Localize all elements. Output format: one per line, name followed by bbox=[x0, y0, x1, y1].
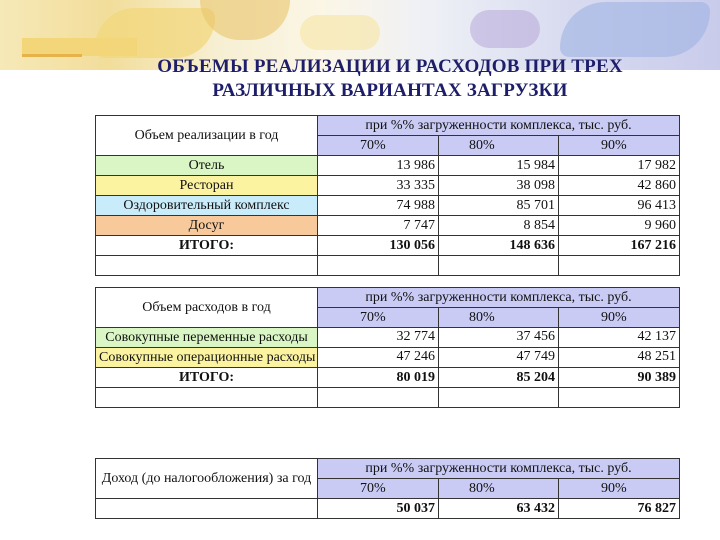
expenses-header-label: Объем расходов в год bbox=[96, 288, 318, 328]
row-label: Совокупные переменные расходы bbox=[96, 328, 318, 348]
row-label: Оздоровительный комплекс bbox=[96, 196, 318, 216]
percent-80: 80% bbox=[439, 479, 559, 499]
slide-title bbox=[90, 55, 690, 103]
expenses-table bbox=[95, 287, 680, 408]
decor-shape bbox=[200, 0, 290, 40]
cell-90: 48 251 bbox=[559, 348, 680, 368]
table-row bbox=[96, 176, 680, 196]
total-90: 167 216 bbox=[559, 236, 680, 256]
total-label: ИТОГО: bbox=[96, 236, 318, 256]
cell-80: 8 854 bbox=[439, 216, 559, 236]
table-row bbox=[96, 156, 680, 176]
decor-shape bbox=[470, 10, 540, 48]
cell-80: 37 456 bbox=[439, 328, 559, 348]
total-label: ИТОГО: bbox=[96, 368, 318, 388]
cell-80: 38 098 bbox=[439, 176, 559, 196]
cell-70: 47 246 bbox=[318, 348, 439, 368]
expenses-header-load: при %% загруженности комплекса, тыс. руб. bbox=[318, 288, 680, 308]
percent-70: 70% bbox=[318, 479, 439, 499]
income-row bbox=[96, 499, 680, 519]
cell-70: 33 335 bbox=[318, 176, 439, 196]
income-header-label: Доход (до налогообложения) за год bbox=[96, 459, 318, 499]
row-label: Ресторан bbox=[96, 176, 318, 196]
table-row bbox=[96, 216, 680, 236]
total-80: 148 636 bbox=[439, 236, 559, 256]
cell-70: 32 774 bbox=[318, 328, 439, 348]
table-row bbox=[96, 348, 680, 368]
cell-90: 96 413 bbox=[559, 196, 680, 216]
income-table bbox=[95, 458, 680, 519]
income-header-load: при %% загруженности комплекса, тыс. руб. bbox=[318, 459, 680, 479]
percent-90: 90% bbox=[559, 136, 680, 156]
total-70: 80 019 bbox=[318, 368, 439, 388]
title-line-2: РАЗЛИЧНЫХ ВАРИАНТАХ ЗАГРУЗКИ bbox=[212, 80, 568, 101]
title-line-1: ОБЪЕМЫ РЕАЛИЗАЦИИ И РАСХОДОВ ПРИ ТРЕХ bbox=[157, 56, 623, 77]
row-label: Отель bbox=[96, 156, 318, 176]
cell-90: 42 137 bbox=[559, 328, 680, 348]
cell-80: 15 984 bbox=[439, 156, 559, 176]
income-90: 76 827 bbox=[559, 499, 680, 519]
cell-90: 42 860 bbox=[559, 176, 680, 196]
percent-90: 90% bbox=[559, 308, 680, 328]
revenue-table bbox=[95, 115, 680, 276]
total-90: 90 389 bbox=[559, 368, 680, 388]
total-row bbox=[96, 236, 680, 256]
cell-90: 17 982 bbox=[559, 156, 680, 176]
cell-90: 9 960 bbox=[559, 216, 680, 236]
decor-shape bbox=[560, 2, 710, 57]
income-empty-cell bbox=[96, 499, 318, 519]
table-header-row bbox=[96, 116, 680, 136]
cell-80: 47 749 bbox=[439, 348, 559, 368]
percent-80: 80% bbox=[439, 136, 559, 156]
percent-70: 70% bbox=[318, 136, 439, 156]
total-row bbox=[96, 368, 680, 388]
revenue-header-load: при %% загруженности комплекса, тыс. руб. bbox=[318, 116, 680, 136]
row-label: Досуг bbox=[96, 216, 318, 236]
percent-70: 70% bbox=[318, 308, 439, 328]
income-70: 50 037 bbox=[318, 499, 439, 519]
table-header-row bbox=[96, 288, 680, 308]
total-80: 85 204 bbox=[439, 368, 559, 388]
cell-70: 7 747 bbox=[318, 216, 439, 236]
percent-90: 90% bbox=[559, 479, 680, 499]
income-80: 63 432 bbox=[439, 499, 559, 519]
decor-line bbox=[22, 54, 82, 57]
spacer-row bbox=[96, 388, 680, 408]
percent-80: 80% bbox=[439, 308, 559, 328]
table-row bbox=[96, 196, 680, 216]
table-row bbox=[96, 328, 680, 348]
revenue-header-label: Объем реализации в год bbox=[96, 116, 318, 156]
table-header-row bbox=[96, 459, 680, 479]
row-label: Совокупные операционные расходы bbox=[96, 348, 318, 368]
spacer-row bbox=[96, 256, 680, 276]
cell-70: 13 986 bbox=[318, 156, 439, 176]
decor-shape bbox=[300, 15, 380, 50]
cell-80: 85 701 bbox=[439, 196, 559, 216]
total-70: 130 056 bbox=[318, 236, 439, 256]
cell-70: 74 988 bbox=[318, 196, 439, 216]
